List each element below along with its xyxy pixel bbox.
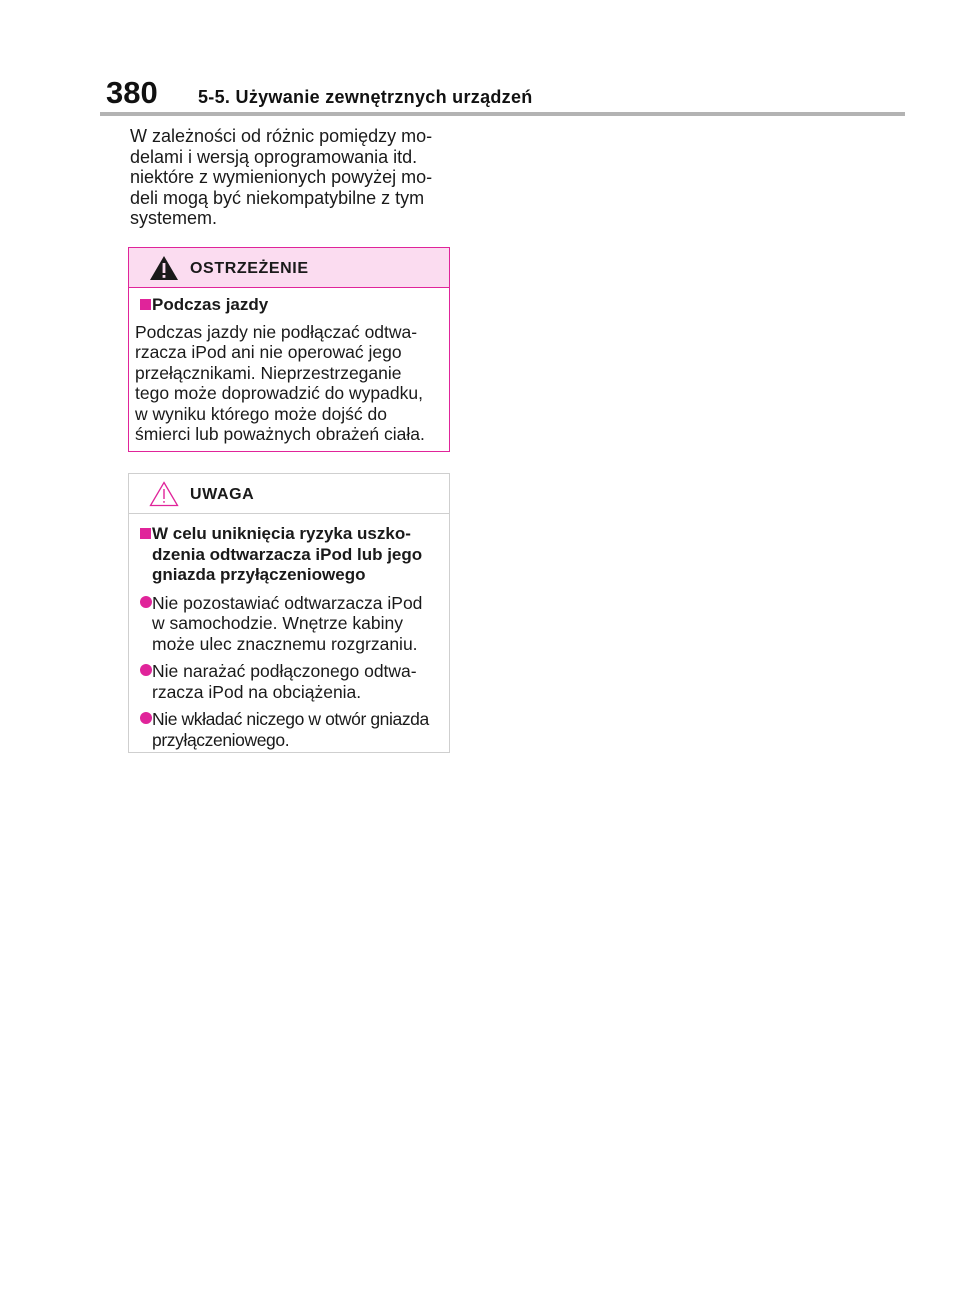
intro-line: niektóre z wymienionych powyżej mo- xyxy=(130,167,433,188)
notice-item-line: Nie narażać podłączonego odtwa- xyxy=(152,661,417,681)
warning-text xyxy=(132,322,445,445)
intro-line: W zależności od różnic pomiędzy mo- xyxy=(130,126,433,146)
notice-item-line: Nie pozostawiać odtwarzacza iPod xyxy=(152,592,423,613)
round-bullet-icon xyxy=(140,596,152,608)
notice-item-line: może ulec znacznemu rozgrzaniu. xyxy=(152,633,418,654)
warning-line: tego może doprowadzić do wypadku, xyxy=(135,383,423,403)
warning-box-body xyxy=(129,288,449,445)
intro-line: delami i wersją oprogramowania itd. xyxy=(130,146,418,167)
warning-line: rzacza iPod ani nie operować jego xyxy=(135,342,402,362)
filled-warning-triangle-icon xyxy=(149,255,179,281)
intro-line: deli mogą być niekompatybilne z tym xyxy=(130,187,425,208)
warning-line: śmierci lub poważnych obrażeń ciała. xyxy=(135,424,425,444)
notice-item-line: Nie wkładać niczego w otwór gniazda xyxy=(152,709,429,729)
warning-line: Podczas jazdy nie podłączać odtwa- xyxy=(135,321,418,342)
notice-item-line: przyłączeniowego. xyxy=(152,729,290,750)
notice-list-item xyxy=(132,709,445,750)
warning-title: OSTRZEŻENIE xyxy=(190,260,309,277)
warning-subheading-text: Podczas jazdy xyxy=(152,295,269,314)
warning-line: przełącznikami. Nieprzestrzeganie xyxy=(135,362,402,383)
notice-box-body xyxy=(129,514,449,750)
notice-subheading-line: dzenia odtwarzacza iPod lub jego xyxy=(152,544,423,564)
section-title: 5-5. Używanie zewnętrznych urządzeń xyxy=(198,87,533,107)
notice-item-line: w samochodzie. Wnętrze kabiny xyxy=(152,613,403,633)
header-divider xyxy=(100,112,905,116)
outline-warning-triangle-icon xyxy=(149,481,179,507)
notice-subheading-line: gniazda przyłączeniowego xyxy=(152,565,366,584)
intro-line: systemem. xyxy=(130,208,218,229)
page-number: 380 xyxy=(106,75,158,110)
notice-subheading-line: W celu uniknięcia ryzyka uszko- xyxy=(152,524,411,543)
square-bullet-icon xyxy=(140,528,151,539)
warning-line: w wyniku którego może dojść do xyxy=(135,403,387,424)
warning-box-header xyxy=(129,248,449,288)
round-bullet-icon xyxy=(140,664,152,676)
notice-box-header xyxy=(129,474,449,514)
round-bullet-icon xyxy=(140,712,152,724)
page-header xyxy=(0,0,960,116)
square-bullet-icon xyxy=(140,299,151,310)
notice-box xyxy=(128,473,450,753)
warning-subheading xyxy=(132,295,445,316)
notice-item-line: rzacza iPod na obciążenia. xyxy=(152,681,362,702)
notice-list-item xyxy=(132,661,445,702)
intro-paragraph xyxy=(130,126,450,229)
notice-list-item xyxy=(132,593,445,655)
notice-subheading xyxy=(132,524,445,586)
warning-box xyxy=(128,247,450,452)
notice-title: UWAGA xyxy=(190,486,255,503)
